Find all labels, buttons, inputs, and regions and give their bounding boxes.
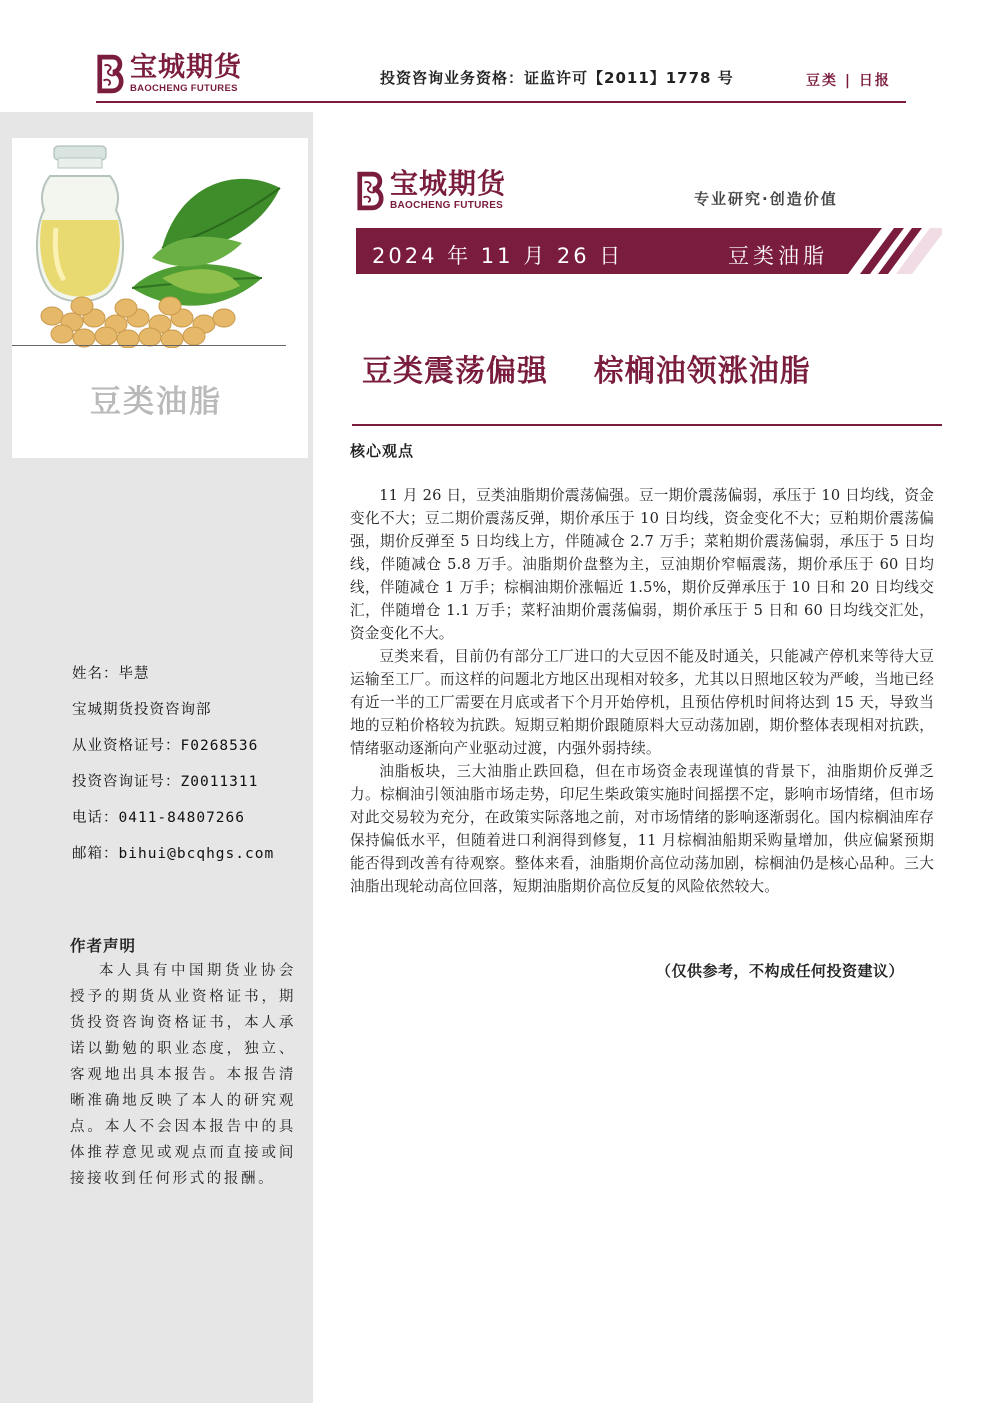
sidebar-title: 豆类油脂 (90, 384, 222, 420)
body-paragraph: 油脂板块，三大油脂止跌回稳，但在市场资金表现谨慎的背景下，油脂期价反弹乏力。棕榈油引领油脂市场走势，印尼生柴政策实施时间摇摆不定，影响市场情绪，但市场对此交易较为充分，在政策实际落地之前，对市场情绪的影响逐渐弱化。国内棕榈油库存保持偏低水平，但随着进口利润得到修复，11 月棕榈油船期采购量增加，供应偏紧预期能否得到改善有待观察。整体来看，油脂期价高位动荡加剧，棕榈油仍是核心品种。三大油脂出现轮动高位回落，短期油脂期价高位反复的风险依然较大。 (350, 763, 934, 895)
header-divider (96, 101, 906, 103)
author-advisory-cert: 投资咨询证号：Z0011311 (72, 774, 259, 790)
body-paragraph: 豆类来看，目前仍有部分工厂进口的大豆因不能及时通关，只能减产停机来等待大豆运输至工厂。而这样的问题北方地区出现相对较多，尤其以日照地区较为严峻，当地已经有近一半的工厂需要在月底或者下个月开始停机，且预估停机时间将达到 15 天，导致当地的豆粕价格较为抗跌。短期豆粕期价跟随原料大豆动荡加剧，期价整体表现相对抗跌，情绪驱动逐渐向产业驱动过渡，内强外弱持续。 (350, 648, 934, 757)
title-divider (352, 424, 942, 426)
author-department: 宝城期货投资咨询部 (72, 702, 212, 718)
license-text: 投资咨询业务资格：证监许可【2011】1778 号 (380, 69, 734, 87)
main-logo-en: BAOCHENG FUTURES (390, 200, 504, 211)
author-name: 姓名：毕慧 (72, 666, 150, 682)
page-header (0, 0, 992, 112)
header-logo-en: BAOCHENG FUTURES (130, 83, 238, 95)
report-body (350, 484, 934, 898)
report-date: 2024 年 11 月 26 日 (372, 244, 624, 268)
slogan: 专业研究·创造价值 (694, 190, 838, 208)
author-qualification: 从业资格证号：F0268536 (72, 738, 259, 754)
declaration-title: 作者声明 (70, 937, 137, 955)
author-email: 邮箱：bihui@bcqhgs.com (72, 846, 275, 862)
author-info (72, 664, 274, 880)
report-tag: 豆类 | 日报 (806, 73, 891, 89)
body-paragraph: 11 月 26 日，豆类油脂期价震荡偏强。豆一期价震荡偏弱，承压于 10 日均线，资金变化不大；豆二期价震荡反弹，期价承压于 10 日均线，资金变化不大；豆粕期价震荡偏强，期价反弹至 5 日均线上方，伴随减仓 2.7 万手；菜粕期价震荡偏弱，承压于 5 日均线，伴随减仓 5.8 万手。油脂期价盘整为主，豆油期价窄幅震荡，期价承压于 60 日均线，伴随减仓 1 万手；棕榈油期价涨幅近 1.5%，期价反弹承压于 10 日和 20 日均线交汇，伴随增仓 1.1 万手；菜籽油期价震荡偏弱，期价承压于 5 日和 60 日均线交汇处，资金变化不大。 (350, 487, 934, 642)
report-title: 豆类震荡偏强 棕榈油领涨油脂 (362, 354, 811, 389)
disclaimer: （仅供参考，不构成任何投资建议） (656, 962, 905, 980)
photo-divider (12, 345, 286, 346)
declaration-body: 本人具有中国期货业协会授予的期货从业资格证书，期货投资咨询资格证书，本人承诺以勤勉的职业态度，独立、客观地出具本报告。本报告清晰准确地反映了本人的研究观点。本人不会因本报告中的具体推荐意见或观点而直接或间接接收到任何形式的报酬。 (70, 963, 296, 1187)
soybean-oil-jar-illustration-icon (12, 138, 308, 348)
header-logo (96, 54, 242, 94)
date-banner (356, 228, 942, 274)
main-logo-cn: 宝城期货 (390, 167, 507, 200)
brand-b-logo-icon (356, 171, 386, 211)
brand-b-logo-icon (96, 54, 126, 94)
header-logo-cn: 宝城期货 (130, 52, 242, 84)
sidebar (0, 112, 313, 1403)
author-phone: 电话：0411-84807266 (72, 810, 245, 826)
report-category: 豆类油脂 (728, 244, 828, 268)
main-logo (356, 167, 507, 211)
core-view-heading: 核心观点 (350, 442, 415, 460)
